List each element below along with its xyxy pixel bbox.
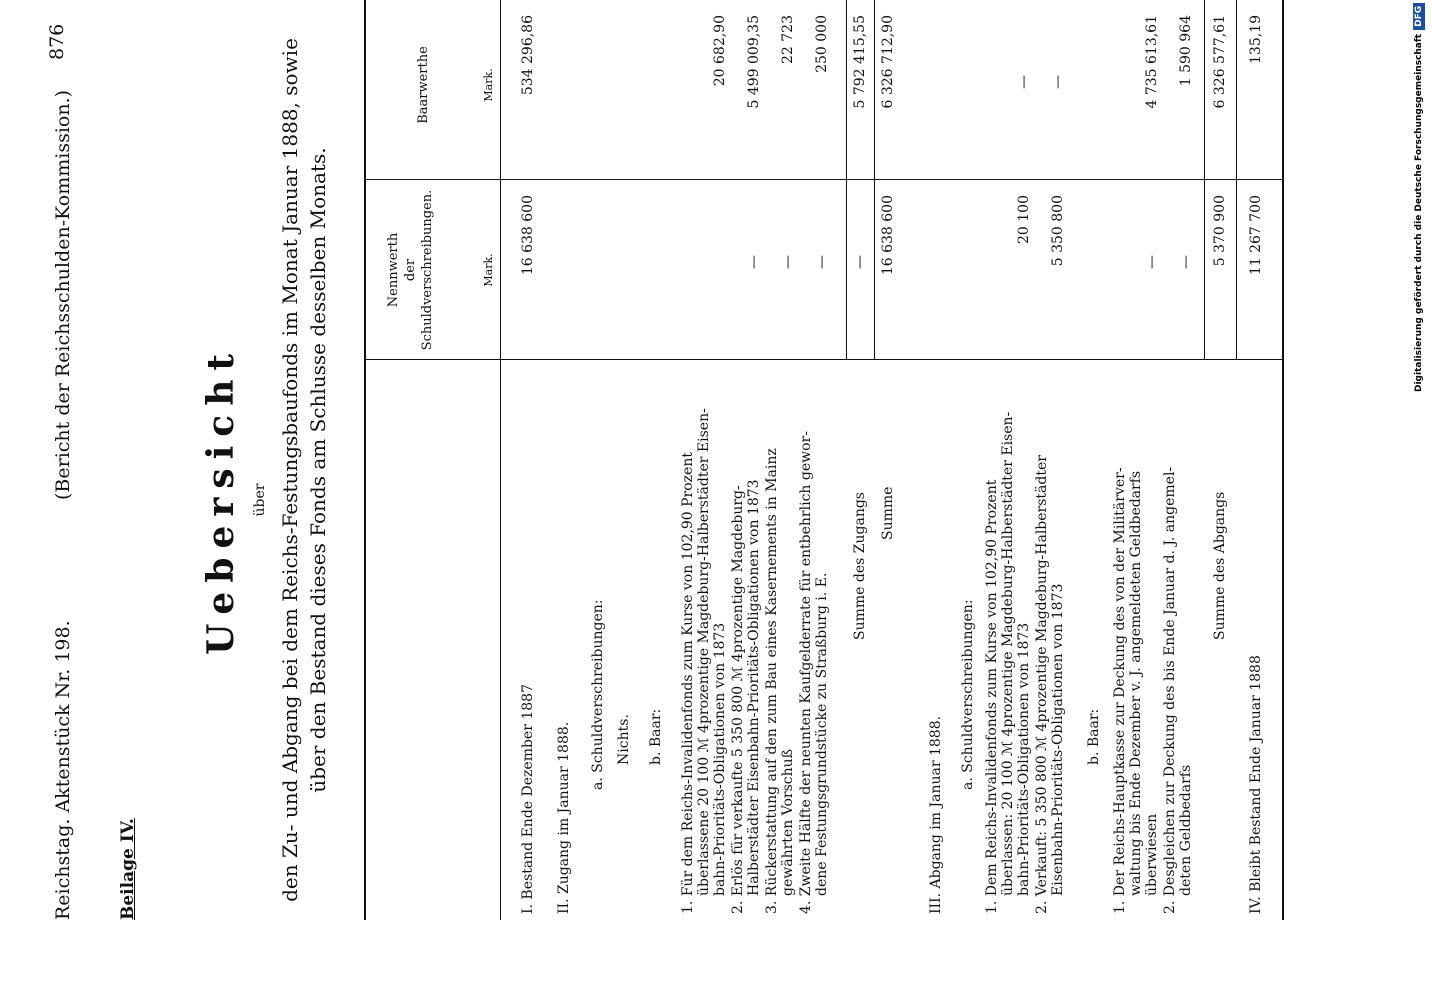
rule-before-summe — [874, 0, 875, 360]
z4-line-b: dene Festungsgrundstücke zu Straßburg i. E. — [814, 572, 830, 896]
abgang-b: b. Baar: — [1086, 708, 1102, 765]
summe-baar: 6 326 712,90 — [880, 15, 896, 109]
summe-zugang-label: Summe des Zugangs — [852, 492, 868, 640]
zugang-nichts: Nichts. — [616, 714, 632, 765]
nenn-bestand-jan: 11 267 700 — [1248, 195, 1264, 276]
a1-line-a: 1. Dem Reichs-Invalidenfonds zum Kurse von 102,90 Prozent — [984, 479, 1000, 914]
summe-nenn: 16 638 600 — [880, 195, 896, 276]
table-top-rule — [364, 0, 366, 920]
z2-nenn: — — [746, 255, 762, 269]
summe-abgang-nenn: 5 370 900 — [1212, 195, 1228, 267]
row-abgang-heading: III. Abgang im Januar 1888. — [928, 715, 944, 914]
summe-abgang-label: Summe des Abgangs — [1212, 491, 1228, 640]
subtitle-line-1: den Zu- und Abgang bei dem Reichs-Festungsbaufonds im Monat Januar 1888, sowie — [278, 38, 302, 902]
z1-line-a: 1. Für dem Reichs-Invalidenfonds zum Kurse von 102,90 Prozent — [680, 452, 696, 914]
col-sep-1 — [364, 359, 1284, 360]
nenn-bestand-dez: 16 638 600 — [520, 195, 536, 276]
title-ueber: über — [252, 483, 268, 517]
z4-line-a: 4. Zweite Hälfte der neunten Kaufgelderrate für entbehrlich gewor- — [798, 431, 814, 914]
z4-baar: 250 000 — [814, 15, 830, 73]
b2-line-a: 2. Desgleichen zur Deckung des bis Ende Januar d. J. angemel- — [1162, 466, 1178, 914]
b1-line-c: überwiesen — [1144, 813, 1160, 896]
header-left: Reichstag. Aktenstück Nr. 198. — [52, 620, 74, 920]
a2-line-b: Eisenbahn-Prioritäts-Obligationen von 1873 — [1050, 583, 1066, 896]
page-number: 876 — [46, 23, 68, 60]
z1-line-c: bahn-Prioritäts-Obligationen von 1873 — [712, 622, 728, 896]
baar-bestand-dez: 534 296,86 — [520, 15, 536, 96]
dfg-sidenote: Digitalisierung gefördert durch die Deutsche ForschungsgemeinschaftDFG — [1413, 3, 1425, 392]
b2-nenn: — — [1178, 255, 1194, 269]
summe-abgang-baar: 6 326 577,61 — [1212, 15, 1228, 109]
page-title: Uebersicht — [200, 345, 242, 656]
baar-bestand-jan: 135,19 — [1248, 15, 1264, 64]
zugang-a: a. Schuldverschreibungen: — [590, 599, 606, 790]
unit-nennwerth: Mark. — [482, 253, 495, 287]
b1-line-a: 1. Der Reichs-Hauptkasse zur Deckung des von der Militärver- — [1112, 467, 1128, 914]
z1-baar: 20 682,90 — [712, 15, 728, 87]
col-header-rule — [500, 0, 501, 920]
col-head-baar: Baarwerthe — [416, 46, 431, 124]
b1-baar: 4 735 613,61 — [1144, 15, 1160, 109]
summe-zugang-baar: 5 792 415,55 — [852, 15, 868, 109]
b1-nenn: — — [1144, 255, 1160, 269]
rule-before-summe-zugang — [846, 0, 847, 360]
z2-baar: 5 499 009,35 — [746, 15, 762, 109]
a1-line-b: überlassen: 20 100 ℳ 4prozentige Magdeburg-Halberstädter Eisen- — [1000, 411, 1016, 896]
a1-line-c: bahn-Prioritäts-Obligationen von 1873 — [1016, 622, 1032, 896]
rule-before-summe-abgang — [1204, 0, 1205, 360]
z2-line-a: 2. Erlös für verkaufte 5 350 800 ℳ 4prozentige Magdeburg- — [730, 485, 746, 914]
dfg-logo: DFG — [1413, 3, 1425, 30]
col-sep-2 — [500, 179, 1284, 180]
summe-zugang-nenn: — — [852, 255, 868, 269]
subtitle-line-2: über den Bestand dieses Fonds am Schlusse desselben Monats. — [306, 147, 330, 793]
beilage-label: Beilage IV. — [118, 818, 138, 920]
a2-nenn: 5 350 800 — [1050, 195, 1066, 267]
table-bottom-rule — [1282, 0, 1284, 920]
zugang-b: b. Baar: — [648, 708, 664, 765]
z3-nenn: — — [780, 255, 796, 269]
b1-line-b: waltung bis Ende Dezember v. J. angemeldeten Geldbedarfs — [1128, 470, 1144, 896]
rule-before-bestand — [1236, 0, 1237, 360]
z1-line-b: überlassene 20 100 ℳ 4prozentige Magdeburg-Halberstädter Eisen- — [696, 408, 712, 896]
z3-line-a: 3. Rückerstattung auf den zum Bau eines Kasernements in Mainz — [764, 448, 780, 914]
z3-baar: 22 723 — [780, 15, 796, 64]
a2-line-a: 2. Verkauft: 5 350 800 ℳ 4prozentige Magdeburg-Halberstädter — [1034, 455, 1050, 914]
z3-line-b: gewährten Vorschuß — [780, 748, 796, 896]
row-zugang-heading: II. Zugang im Januar 1888. — [556, 721, 572, 914]
b2-line-b: deten Geldbedarfs — [1178, 764, 1194, 896]
row-bestand-dez: I. Bestand Ende Dezember 1887 — [520, 684, 536, 914]
z4-nenn: — — [814, 255, 830, 269]
b2-baar: 1 590 964 — [1178, 15, 1194, 87]
col-head-nennwerth: Nennwerth der Schuldverschreibungen. — [386, 189, 435, 351]
a1-nenn: 20 100 — [1016, 195, 1032, 244]
z2-line-b: Halberstädter Eisenbahn-Prioritäts-Obligationen von 1873 — [746, 479, 762, 896]
summe-label: Summe — [880, 486, 896, 540]
abgang-a: a. Schuldverschreibungen: — [960, 599, 976, 790]
row-bestand-jan: IV. Bleibt Bestand Ende Januar 1888 — [1248, 655, 1264, 914]
header-right: (Bericht der Reichsschulden-Kommission.) — [52, 89, 74, 500]
a1-baar: — — [1016, 75, 1032, 89]
unit-baar: Mark. — [482, 68, 495, 102]
a2-baar: — — [1050, 75, 1066, 89]
